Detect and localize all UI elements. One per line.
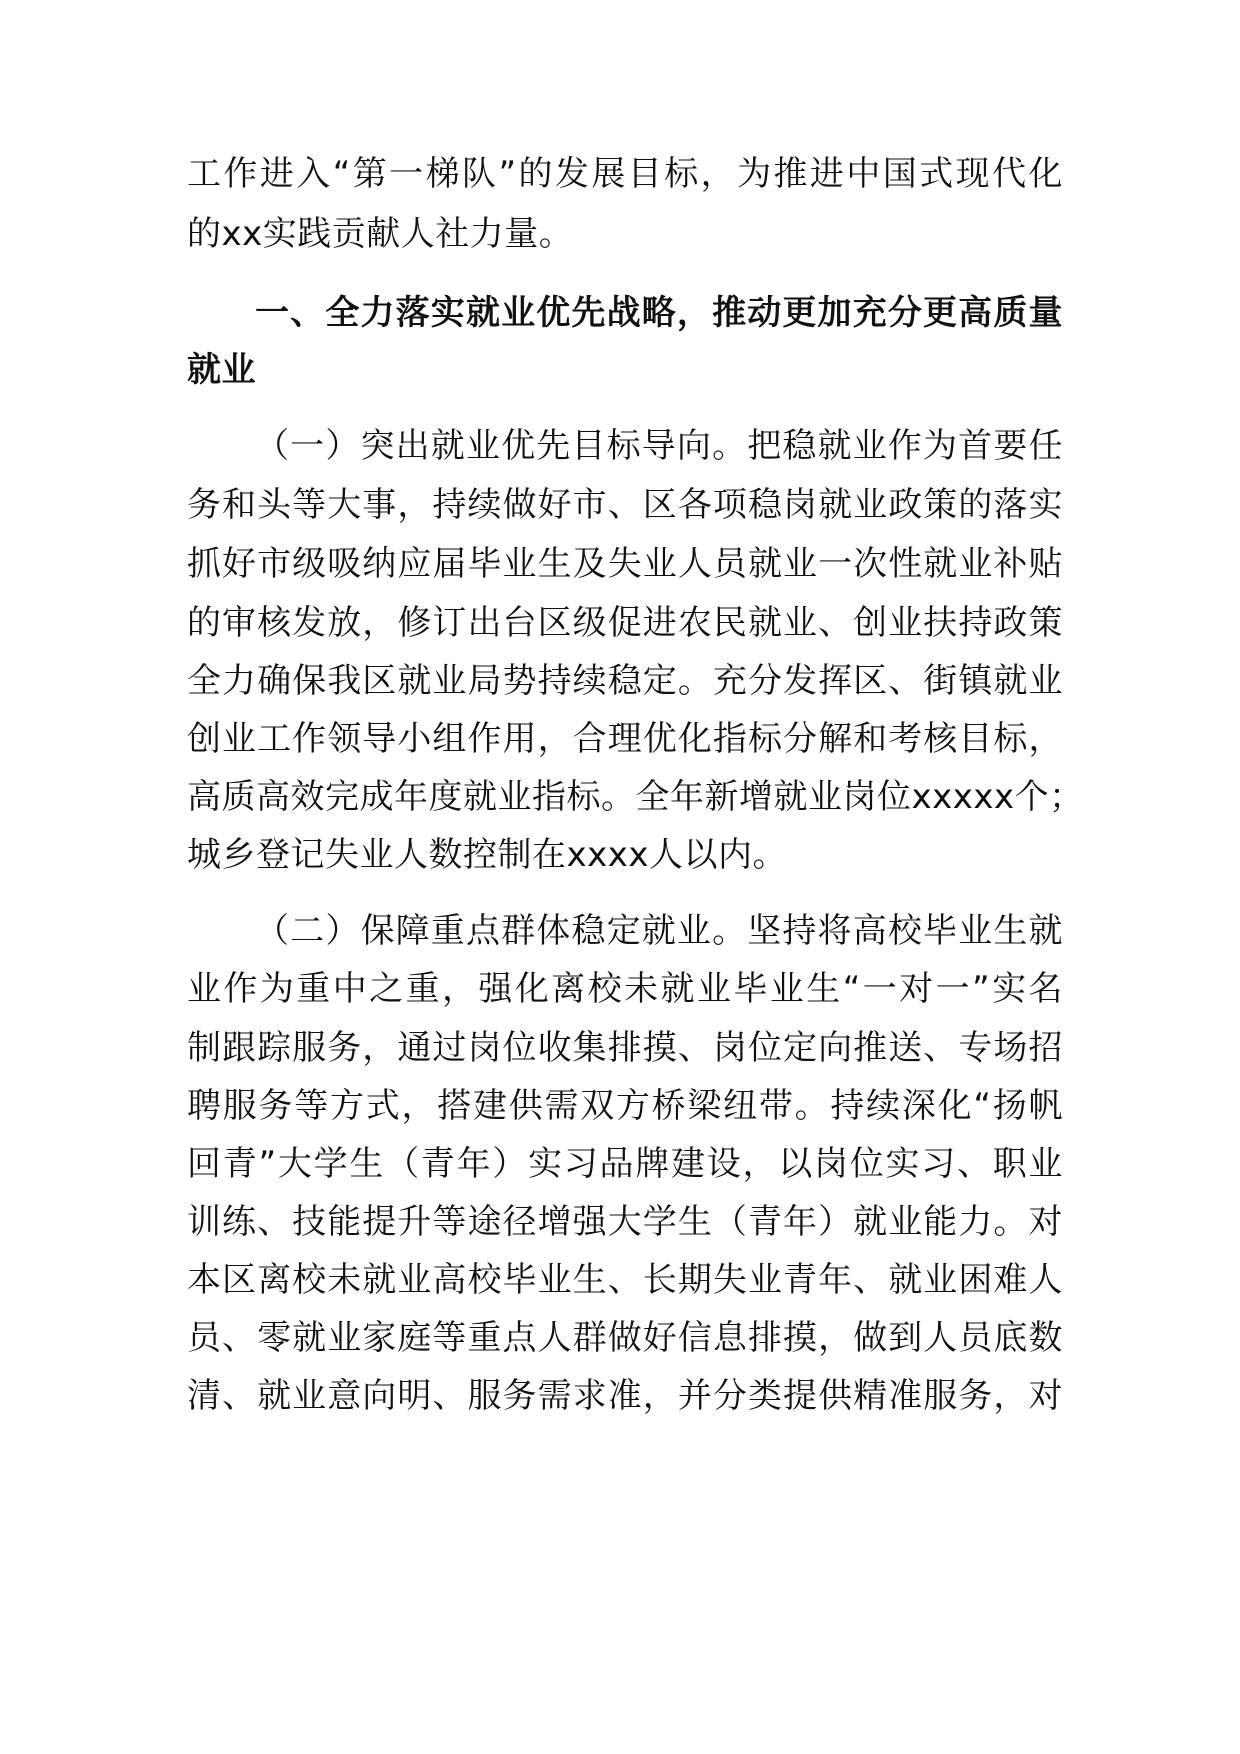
- text-line: 务和头等大事，持续做好市、区各项稳岗就业政策的落实: [187, 485, 1063, 525]
- paragraph-first-line: （一）突出就业优先目标导向。把稳就业作为首要任: [255, 426, 1063, 466]
- text-line: 清、就业意向明、服务需求准，并分类提供精准服务，对: [187, 1376, 1063, 1416]
- text-line: 的xx实践贡献人社力量。: [187, 214, 574, 254]
- text-line: 创业工作领导小组作用，合理优化指标分解和考核目标，: [187, 719, 1063, 759]
- text-line: 本区离校未就业高校毕业生、长期失业青年、就业困难人: [187, 1260, 1063, 1300]
- section-heading-continued: 就业: [187, 350, 256, 390]
- text-line: 回青”大学生（青年）实习品牌建设，以岗位实习、职业: [187, 1144, 1063, 1184]
- text-line: 制跟踪服务，通过岗位收集排摸、岗位定向推送、专场招: [187, 1028, 1063, 1068]
- text-line: 城乡登记失业人数控制在xxxx人以内。: [187, 835, 787, 875]
- text-line: 聘服务等方式，搭建供需双方桥梁纽带。持续深化“扬帆: [187, 1086, 1063, 1126]
- text-line: 抓好市级吸纳应届毕业生及失业人员就业一次性就业补贴: [187, 544, 1063, 584]
- text-line: 工作进入“第一梯队”的发展目标，为推进中国式现代化: [187, 154, 1063, 194]
- text-line: 的审核发放，修订出台区级促进农民就业、创业扶持政策: [187, 603, 1063, 643]
- text-line: 业作为重中之重，强化离校未就业毕业生“一对一”实名: [187, 969, 1063, 1009]
- text-line: 全力确保我区就业局势持续稳定。充分发挥区、街镇就业: [187, 661, 1063, 701]
- text-line: 员、零就业家庭等重点人群做好信息排摸，做到人员底数: [187, 1318, 1063, 1358]
- paragraph-first-line: （二）保障重点群体稳定就业。坚持将高校毕业生就: [255, 911, 1063, 951]
- text-line: 高质高效完成年度就业指标。全年新增就业岗位xxxxx个；: [187, 777, 1084, 817]
- section-heading: 一、全力落实就业优先战略，推动更加充分更高质量: [255, 293, 1063, 333]
- text-line: 训练、技能提升等途径增强大学生（青年）就业能力。对: [187, 1202, 1063, 1242]
